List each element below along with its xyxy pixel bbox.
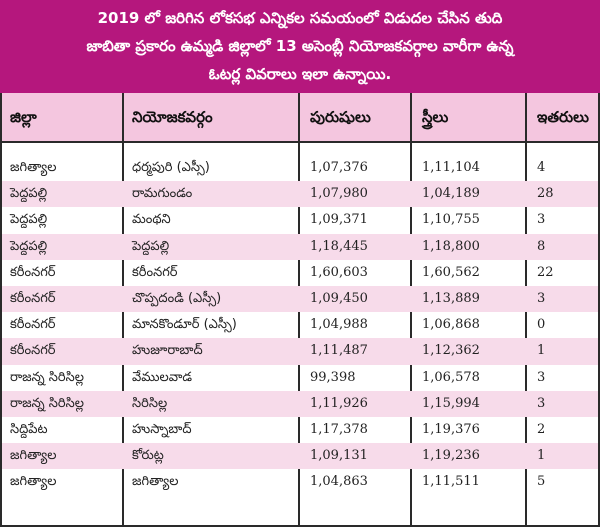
cell-constituency: ధర్మపురి (ఎస్సీ) (132, 160, 210, 175)
table-header (2, 93, 598, 143)
cell-district: కరీంనగర్ (10, 264, 56, 280)
table-row (2, 260, 598, 286)
cell-district: కరీంనగర్ (10, 343, 56, 359)
cell-others: 28 (537, 186, 554, 202)
cell-men: 1,11,926 (310, 395, 368, 411)
cell-men: 1,04,988 (310, 317, 368, 333)
title-line-1: 2019 లో జరిగిన లోకసభ ఎన్నికల సమయంలో విడుదల చేసిన తుది (97, 9, 503, 27)
cell-women: 1,13,889 (422, 290, 480, 306)
table-row (2, 312, 598, 338)
cell-men: 1,09,371 (310, 212, 368, 228)
cell-women: 1,18,800 (422, 238, 480, 254)
table-row (2, 365, 598, 391)
voters-table (0, 93, 600, 527)
cell-men: 1,18,445 (310, 238, 368, 254)
cell-others: 3 (537, 369, 546, 385)
cell-constituency: కరీంనగర్ (132, 264, 178, 280)
cell-men: 1,07,376 (310, 160, 368, 175)
cell-men: 1,11,487 (310, 343, 368, 359)
cell-others: 1 (537, 343, 546, 359)
cell-district: జగిత్యాల (10, 160, 57, 175)
cell-constituency: హుజూరాబాద్ (132, 343, 203, 359)
cell-district: సిద్దిపేట (10, 421, 48, 437)
title-line-3: ఓటర్ల వివరాలు ఇలా ఉన్నాయి. (208, 65, 392, 83)
cell-women: 1,15,994 (422, 395, 480, 411)
table-row (2, 391, 598, 417)
table-row (2, 155, 598, 181)
cell-district: పెద్దపల్లి (10, 186, 48, 202)
cell-others: 8 (537, 238, 546, 254)
cell-women: 1,06,868 (422, 317, 480, 333)
cell-others: 3 (537, 212, 546, 228)
table-row (2, 207, 598, 233)
cell-men: 99,398 (310, 369, 356, 385)
table-row (2, 286, 598, 312)
cell-others: 0 (537, 317, 546, 333)
title-line-2: జాబితా ప్రకారం ఉమ్మడి జిల్లాలో 13 అసెంబ్లీ నియోజకవర్గాల వారీగా ఉన్న (86, 37, 514, 55)
column-header-district: జిల్లా (10, 108, 37, 126)
cell-constituency: చొప్పదండి (ఎస్సీ) (132, 290, 222, 306)
table-row (2, 469, 598, 495)
cell-others: 22 (537, 264, 554, 280)
cell-women: 1,10,755 (422, 212, 480, 228)
cell-constituency: హుస్నాబాద్ (132, 421, 192, 437)
cell-others: 2 (537, 421, 546, 437)
table-row (2, 443, 598, 469)
table-row (2, 181, 598, 207)
cell-women: 1,04,189 (422, 186, 480, 202)
cell-constituency: జగిత్యాల (132, 474, 179, 490)
cell-women: 1,19,376 (422, 421, 480, 437)
cell-women: 1,60,562 (422, 264, 480, 280)
cell-men: 1,07,980 (310, 186, 368, 202)
cell-others: 3 (537, 290, 546, 306)
cell-women: 1,11,104 (422, 160, 480, 175)
cell-women: 1,11,511 (422, 474, 480, 490)
column-header-others: ఇతరులు (537, 108, 589, 126)
table-body (2, 155, 598, 495)
cell-district: కరీంనగర్ (10, 317, 56, 333)
column-header-women: స్త్రీలు (422, 108, 449, 126)
title-banner (0, 0, 600, 93)
table-row (2, 234, 598, 260)
cell-others: 4 (537, 160, 546, 175)
column-header-men: పురుషులు (310, 108, 371, 126)
cell-constituency: పెద్దపల్లి (132, 238, 170, 254)
cell-constituency: మంథని (132, 212, 171, 228)
cell-constituency: కోరుట్ల (132, 448, 164, 464)
cell-women: 1,06,578 (422, 369, 480, 385)
cell-district: రాజన్న సిరిసిల్ల (10, 369, 84, 385)
table-row (2, 338, 598, 364)
cell-district: కరీంనగర్ (10, 290, 56, 306)
cell-men: 1,17,378 (310, 421, 368, 437)
cell-constituency: మానకొండూర్ (ఎస్సీ) (132, 317, 237, 333)
cell-men: 1,09,450 (310, 290, 368, 306)
cell-constituency: రామగుండం (132, 186, 193, 202)
cell-women: 1,19,236 (422, 448, 480, 464)
cell-women: 1,12,362 (422, 343, 480, 359)
cell-constituency: వేములవాడ (132, 369, 192, 385)
cell-men: 1,04,863 (310, 474, 368, 490)
table-row (2, 417, 598, 443)
cell-district: పెద్దపల్లి (10, 238, 48, 254)
cell-district: జగిత్యాల (10, 474, 57, 490)
cell-district: పెద్దపల్లి (10, 212, 48, 228)
cell-constituency: సిరిసిల్ల (132, 395, 168, 411)
cell-others: 5 (537, 474, 546, 490)
cell-district: జగిత్యాల (10, 448, 57, 464)
column-header-constituency: నియోజకవర్గం (132, 108, 213, 126)
cell-men: 1,60,603 (310, 264, 368, 280)
cell-men: 1,09,131 (310, 448, 368, 464)
cell-others: 1 (537, 448, 546, 464)
cell-others: 3 (537, 395, 546, 411)
cell-district: రాజన్న సిరిసిల్ల (10, 395, 84, 411)
